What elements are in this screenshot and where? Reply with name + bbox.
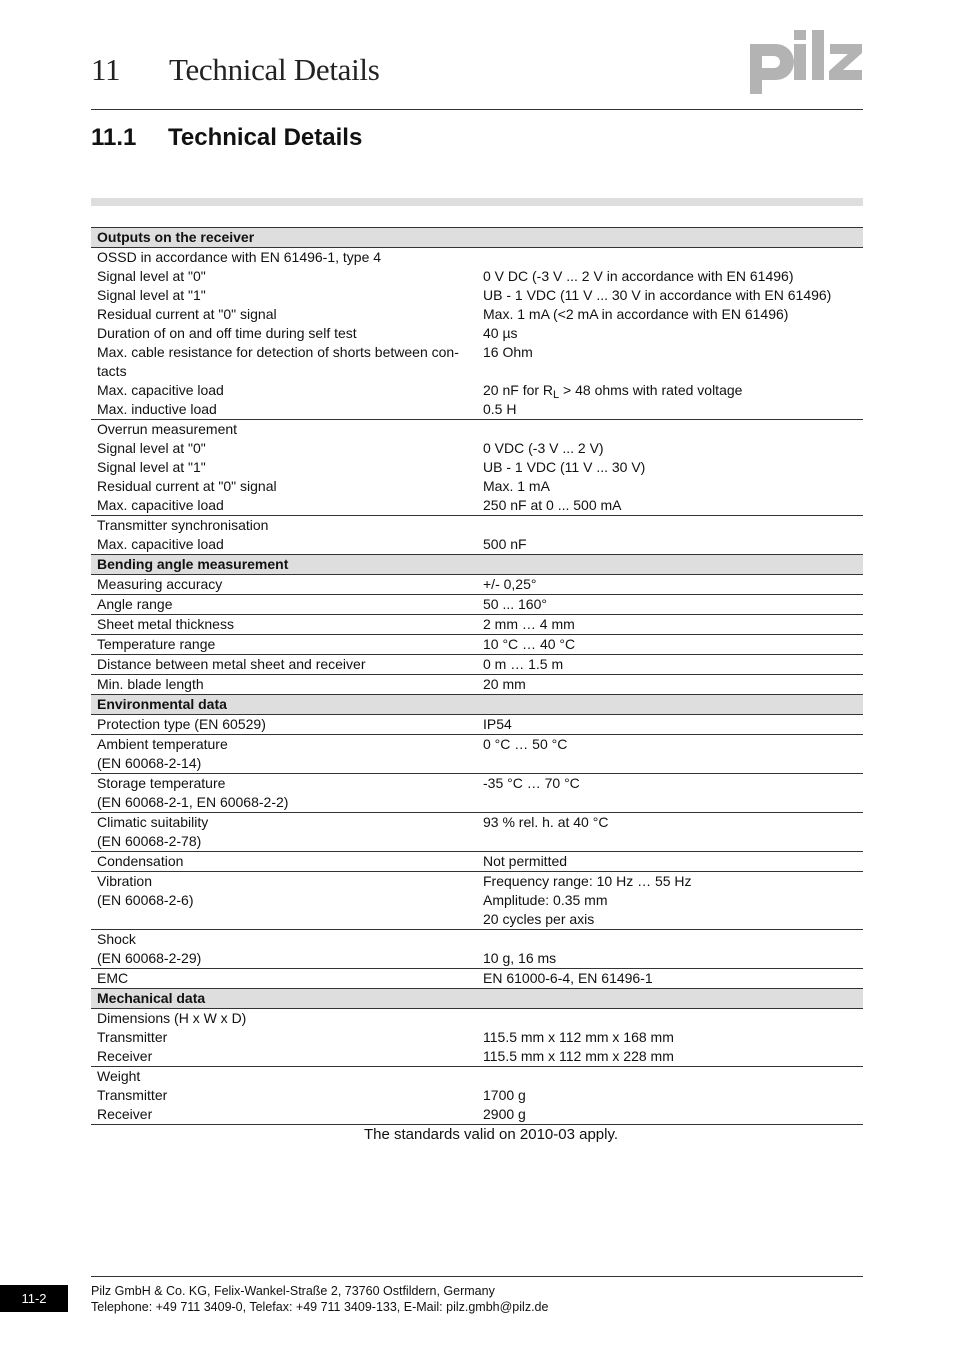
- spec-value: 93 % rel. h. at 40 °C: [483, 814, 609, 830]
- spec-label: Signal level at "1": [97, 459, 206, 475]
- spec-label: Residual current at "0" signal: [97, 478, 277, 494]
- spec-label: Max. inductive load: [91, 400, 477, 420]
- spec-value: [477, 1067, 863, 1087]
- standards-note: The standards valid on 2010-03 apply.: [363, 1126, 619, 1143]
- spec-value: 16 Ohm: [483, 344, 533, 360]
- spec-value: 0.5 H: [477, 400, 863, 420]
- spec-value: 500 nF: [483, 536, 527, 552]
- header-rule: [91, 109, 863, 110]
- spec-label: Overrun measurement: [97, 421, 238, 437]
- spec-value: 50 ... 160°: [477, 595, 863, 615]
- spec-value: [477, 555, 863, 575]
- spec-value: 2 mm … 4 mm: [477, 615, 863, 635]
- spec-value: 20 mm: [483, 676, 526, 692]
- spec-label: (EN 60068-2-1, EN 60068-2-2): [91, 793, 477, 813]
- spec-label: Receiver: [91, 1047, 477, 1067]
- spec-label: Min. blade length: [97, 676, 204, 692]
- spec-value: [477, 832, 863, 852]
- table-row: [91, 343, 863, 381]
- table-row: [91, 595, 863, 615]
- footer-address: [91, 1283, 548, 1315]
- table-section-header: [91, 695, 863, 715]
- table-row: [91, 655, 863, 675]
- spec-value: UB - 1 VDC (11 V ... 30 V): [483, 459, 646, 475]
- table-row: [91, 910, 863, 930]
- spec-label: OSSD in accordance with EN 61496-1, type 4: [97, 249, 382, 265]
- table-row: [91, 1105, 863, 1125]
- table-row: [91, 305, 863, 324]
- spec-value: 0 °C … 50 °C: [483, 736, 568, 752]
- spec-value: 250 nF at 0 ... 500 mA: [477, 496, 863, 516]
- table-row: [91, 969, 863, 989]
- table-row: [91, 635, 863, 655]
- table-row: [91, 675, 863, 695]
- spec-label: Mechanical data: [91, 989, 477, 1009]
- table-row: [91, 774, 863, 794]
- spec-value: [477, 381, 863, 400]
- spec-value: 115.5 mm x 112 mm x 168 mm: [483, 1029, 674, 1045]
- table-row: [91, 1086, 863, 1105]
- section-band: [91, 198, 863, 206]
- table-row: [91, 793, 863, 813]
- table-row: [91, 715, 863, 735]
- spec-label: Residual current at "0" signal: [97, 306, 277, 322]
- spec-label: Distance between metal sheet and receiver: [91, 655, 477, 675]
- spec-value: 1700 g: [483, 1087, 526, 1103]
- spec-value: [477, 1009, 863, 1029]
- spec-value-text: 20 nF for R: [483, 382, 554, 398]
- spec-label: (EN 60068-2-6): [97, 892, 194, 908]
- spec-label: Environmental data: [91, 695, 477, 715]
- table-row: [91, 754, 863, 774]
- spec-label: Angle range: [91, 595, 477, 615]
- technical-details-table: [91, 227, 863, 1125]
- spec-label: Ambient temperature: [97, 736, 228, 752]
- spec-value: [477, 754, 863, 774]
- spec-value: Not permitted: [477, 852, 863, 872]
- spec-label: Sheet metal thickness: [91, 615, 477, 635]
- spec-label: Vibration: [97, 873, 153, 889]
- table-row: [91, 400, 863, 420]
- spec-label: (EN 60068-2-14): [91, 754, 477, 774]
- table-row: [91, 872, 863, 892]
- chapter-number: 11: [91, 52, 121, 87]
- section-title: [91, 124, 362, 152]
- table-row: [91, 891, 863, 910]
- spec-value: +/- 0,25°: [477, 575, 863, 595]
- spec-value: 115.5 mm x 112 mm x 228 mm: [477, 1047, 863, 1067]
- chapter-title: Technical Details: [169, 52, 380, 87]
- spec-label: Max. capacitive load: [97, 382, 224, 398]
- section-title-text: Technical Details: [168, 124, 363, 151]
- table-row: [91, 1028, 863, 1047]
- table-row: [91, 420, 863, 440]
- spec-label: EMC: [97, 970, 129, 986]
- table-row: [91, 813, 863, 833]
- table-row: [91, 324, 863, 343]
- spec-value: 10 °C … 40 °C: [477, 635, 863, 655]
- spec-label: Weight: [97, 1068, 141, 1084]
- spec-label: Condensation: [91, 852, 477, 872]
- spec-value: 40 µs: [483, 325, 518, 341]
- spec-label: Storage temperature: [97, 775, 226, 791]
- spec-label: Signal level at "1": [97, 287, 206, 303]
- footer-line-2: Telephone: +49 711 3409-0, Telefax: +49 711 3409-133, E-Mail: pilz.gmbh@pilz.de: [91, 1300, 549, 1314]
- spec-label: Signal level at "0": [97, 440, 206, 456]
- table-row: [91, 381, 863, 400]
- table-row: [91, 1047, 863, 1067]
- spec-value: [477, 516, 863, 536]
- table-row: [91, 615, 863, 635]
- spec-label: (EN 60068-2-78): [91, 832, 477, 852]
- table-row: [91, 1009, 863, 1029]
- table-row: [91, 832, 863, 852]
- spec-value: UB - 1 VDC (11 V ... 30 V in accordance with EN 61496): [483, 287, 832, 303]
- spec-value: [477, 248, 863, 268]
- spec-value: 10 g, 16 ms: [477, 949, 863, 969]
- table-section-header: [91, 989, 863, 1009]
- table-row: [91, 1067, 863, 1087]
- spec-label: Bending angle measurement: [91, 555, 477, 575]
- spec-label: Max. capacitive load: [91, 496, 477, 516]
- footer-line-1: Pilz GmbH & Co. KG, Felix-Wankel-Straße 2, 73760 Ostfildern, Germany: [91, 1284, 495, 1298]
- spec-value: Amplitude: 0.35 mm: [483, 892, 608, 908]
- spec-label: Climatic suitability: [97, 814, 209, 830]
- spec-value: [477, 793, 863, 813]
- spec-value: Max. 1 mA: [483, 478, 550, 494]
- table-row: [91, 439, 863, 458]
- spec-label: Duration of on and off time during self test: [97, 325, 357, 341]
- spec-label: Transmitter synchronisation: [97, 517, 269, 533]
- spec-label: Transmitter: [97, 1087, 168, 1103]
- spec-value: 2900 g: [477, 1105, 863, 1125]
- spec-label: [91, 910, 477, 930]
- spec-label: Signal level at "0": [97, 268, 206, 284]
- table-section-header: [91, 555, 863, 575]
- spec-value: [477, 930, 863, 950]
- spec-label: Max. capacitive load: [97, 536, 224, 552]
- spec-value: [477, 989, 863, 1009]
- table-row: [91, 852, 863, 872]
- table-row: [91, 735, 863, 755]
- section-number: 11.1: [91, 124, 137, 151]
- spec-value: 0 m … 1.5 m: [477, 655, 863, 675]
- spec-value: Max. 1 mA (<2 mA in accordance with EN 61496): [483, 306, 789, 322]
- table-row: [91, 949, 863, 969]
- spec-value: 20 cycles per axis: [477, 910, 863, 930]
- spec-label: Outputs on the receiver: [91, 228, 477, 248]
- spec-value: -35 °C … 70 °C: [483, 775, 580, 791]
- spec-label: Shock: [97, 931, 136, 947]
- spec-label: Max. cable resistance for detection of shorts between con- tacts: [97, 344, 459, 379]
- table-row: [91, 516, 863, 536]
- table-section-header: [91, 228, 863, 248]
- spec-label: (EN 60068-2-29): [91, 949, 477, 969]
- spec-label: Transmitter: [97, 1029, 168, 1045]
- table-row: [91, 535, 863, 555]
- table-row: [91, 477, 863, 496]
- spec-value: EN 61000-6-4, EN 61496-1: [483, 970, 653, 986]
- spec-label: Protection type (EN 60529): [91, 715, 477, 735]
- spec-label: Temperature range: [91, 635, 477, 655]
- table-row: [91, 575, 863, 595]
- spec-value: [477, 420, 863, 440]
- table-row: [91, 458, 863, 477]
- spec-value: 0 VDC (-3 V ... 2 V): [483, 440, 604, 456]
- table-row: [91, 286, 863, 305]
- table-row: [91, 496, 863, 516]
- spec-value-tail: > 48 ohms with rated voltage: [559, 382, 743, 398]
- table-row: [91, 248, 863, 268]
- spec-value: IP54: [477, 715, 863, 735]
- table-row: [91, 930, 863, 950]
- spec-value: Frequency range: 10 Hz … 55 Hz: [483, 873, 692, 889]
- table-row: [91, 267, 863, 286]
- spec-value: [477, 228, 863, 248]
- spec-value: [477, 695, 863, 715]
- spec-label: Measuring accuracy: [91, 575, 477, 595]
- footer-rule: [91, 1276, 863, 1277]
- spec-value: 0 V DC (-3 V ... 2 V in accordance with EN 61496): [483, 268, 794, 284]
- pilz-logo: [748, 28, 864, 94]
- spec-label: Receiver: [91, 1105, 477, 1125]
- spec-value-subscript: L: [553, 389, 560, 401]
- page-number: 11-2: [0, 1285, 68, 1312]
- spec-label: Dimensions (H x W x D): [97, 1010, 247, 1026]
